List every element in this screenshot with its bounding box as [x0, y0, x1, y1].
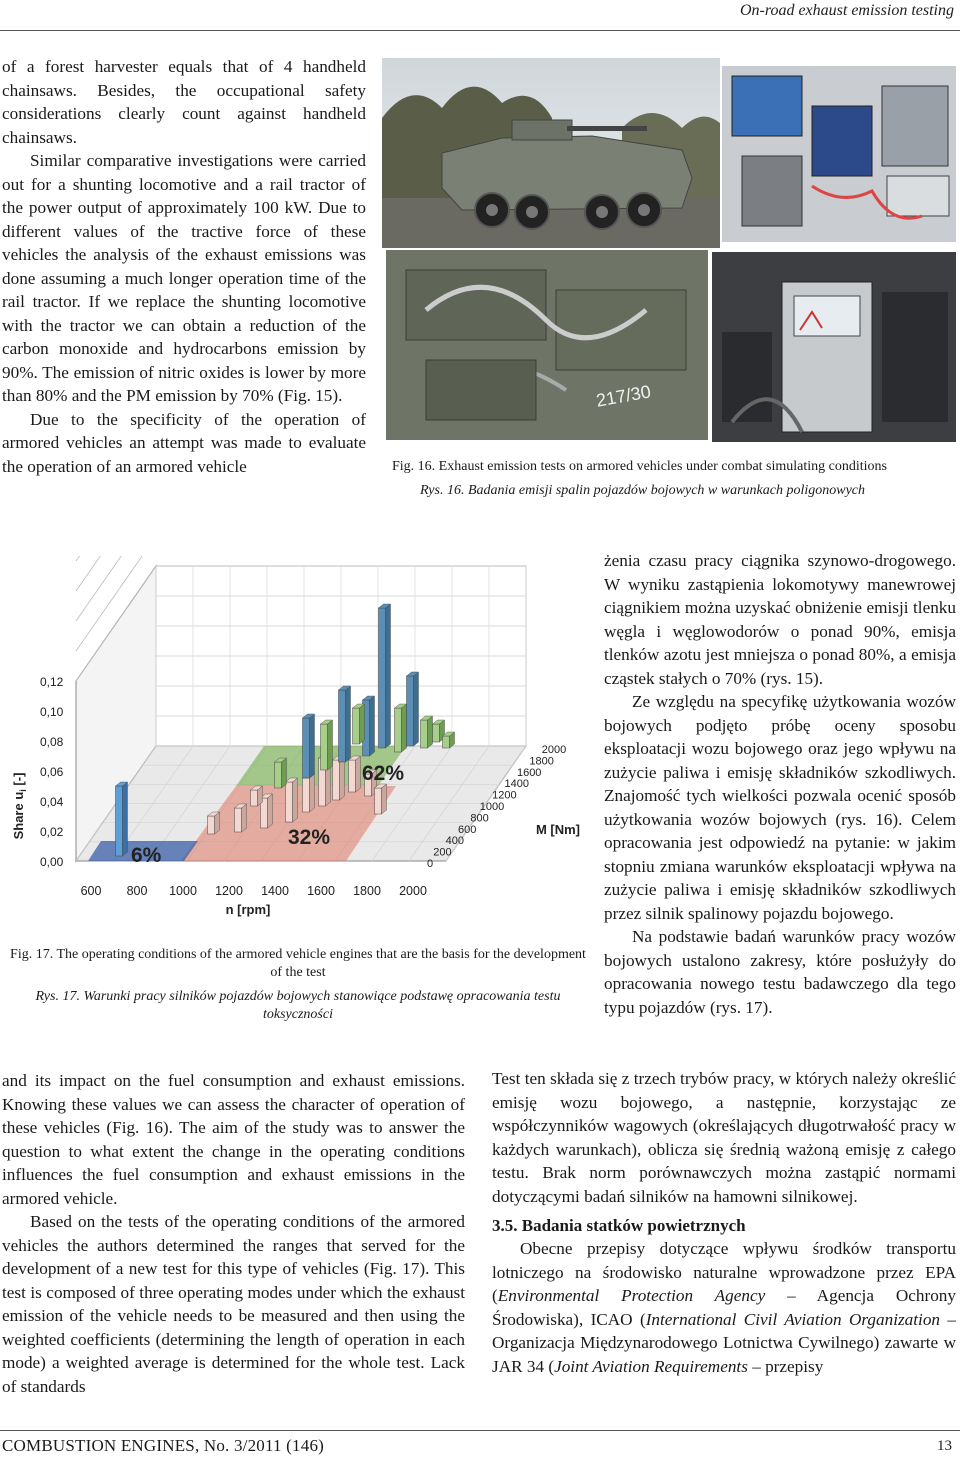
chart-bar	[433, 724, 440, 742]
chart-bar-side	[268, 794, 273, 828]
figure-caption-en: Fig. 16. Exhaust emission tests on armored vehicles under combat simulating conditions	[392, 459, 887, 474]
y-tick-label: 0,00	[40, 855, 64, 869]
x-tick-label: 2000	[399, 884, 427, 898]
y-axis-label: Share $u_i$ [-]	[11, 772, 28, 840]
chart-bar-side	[346, 686, 351, 762]
chart-bar	[395, 708, 402, 752]
chart-bar	[235, 808, 242, 832]
left-column-top	[2, 55, 366, 478]
y-tick-label: 0,06	[40, 765, 64, 779]
chart-bar	[286, 782, 293, 822]
chart-bar	[251, 790, 258, 806]
x-axis-label: n [rpm]	[225, 902, 271, 917]
left-column-bottom	[2, 1069, 465, 1398]
header-title: On-road exhaust emission testing	[739, 2, 954, 19]
chart-bar-side	[370, 696, 375, 756]
chart-bar	[353, 708, 360, 744]
paragraph: Due to the specificity of the operation of armored vehicles an attempt was made to evaluate the operation of an armored vehicle	[2, 409, 366, 476]
photo-vehicle-engine-deck	[386, 250, 708, 440]
chart-bar	[333, 760, 340, 800]
chart-bar-side	[328, 720, 333, 770]
paragraph: Similar comparative investigations were carried out for a shunting locomotive and a rail tractor of the power output of approximately 100 kW. Due to different values of the tractive force of these vehicles the analysis of the exhaust emissions was done assuming a much longer operation time of the rail tractor. If we replace the shunting locomotive with the tractor we can obtain a reduction of the carbon monoxide and hydrocarbons emission by 90%. The emission of nitric oxides is lower by more than 80% and the PM emission by 70% (Fig. 15).	[2, 151, 366, 405]
x-tick-label: 1600	[307, 884, 335, 898]
chart-bar-side	[123, 782, 128, 856]
chart-bar	[421, 720, 428, 748]
chart-bar-side	[293, 778, 298, 822]
photo-instruments-cabin	[722, 66, 956, 242]
footer-journal: COMBUSTION ENGINES, No. 3/2011 (146)	[2, 1436, 325, 1455]
chart-bar-side	[310, 774, 315, 812]
x-tick-label: 800	[126, 884, 148, 898]
chart-bar	[303, 778, 310, 812]
z-tick-label: 800	[470, 812, 489, 825]
y-tick-label: 0,10	[40, 705, 64, 719]
photo-armored-vehicle	[382, 58, 720, 248]
page-number: 13	[937, 1438, 952, 1454]
z-tick-label: 400	[445, 835, 464, 848]
chart-bar	[407, 676, 414, 746]
paragraph: Obecne przepisy dotyczące wpływu środków transportu lotniczego na środowisko naturalne wprowadzone przez EPA (Environmental Protection Agency – Agencja Ochrony Środowiska), ICAO (International Civil Aviation Organization – Organizacja Międzynarodowego Lotnictwa Cywilnego) zawarte w JAR 34 (Joint Aviation Requirements – przepisy	[492, 1239, 956, 1376]
region-label-green: 62%	[362, 762, 405, 785]
paragraph: żenia czasu pracy ciągnika szynowo-drogowego. W wyniku zastąpienia lokomotywy manewrowej ciągnikiem można uzyskać obniżenie emisji tlenku węgla i węglowodorów o ponad 90%, emisja tlenków azotu jest mniejsza o ponad 80%, a emisja cząstek stałych o 70% (rys. 15).	[604, 551, 956, 688]
paragraph: and its impact on the fuel consumption and exhaust emissions. Knowing these values we can assess the character of operation of these vehicles (Fig. 16). The aim of the study was to answer the question to what extent the change in the operating conditions influences the fuel consumption and exhaust emissions in the armored vehicle.	[2, 1071, 465, 1208]
z-tick-label: 600	[458, 823, 477, 836]
figure-17-captions	[10, 946, 586, 1024]
running-header	[0, 0, 960, 31]
right-column-upper	[604, 549, 956, 1019]
y-tick-label: 0,04	[40, 795, 64, 809]
figure-17-chart	[6, 556, 586, 936]
chart-3d-bar	[6, 556, 586, 936]
x-tick-label: 1800	[353, 884, 381, 898]
photo-analyzer-equipment	[712, 252, 956, 442]
paragraph: Based on the tests of the operating conditions of the armored vehicles the authors determined the ranges that served for the development of a new test for this type of vehicles (Fig. 17). This test is composed of three operating modes under which the exhaust emission of the vehicle needs to be measured and then using the weighted coefficients (determining the length of operation in each mode) a weighted average is determined for the whole test. Lack of standards	[2, 1212, 465, 1396]
chart-bar	[116, 786, 123, 856]
y-tick-label: 0,08	[40, 735, 64, 749]
chart-bar	[303, 718, 310, 778]
footer-rule	[0, 1430, 960, 1431]
chart-bar	[375, 788, 382, 814]
chart-bar	[349, 760, 356, 792]
grid-line	[76, 556, 156, 561]
chart-bar	[275, 762, 282, 788]
chart-bar	[443, 736, 450, 748]
z-tick-label: 2000	[541, 744, 567, 756]
paragraph: Na podstawie badań warunków pracy wozów bojowych ustalono zakresy, które posłużyły do opracowania nowego testu badawczego dla tego typu pojazdów (rys. 17).	[604, 927, 956, 1017]
figure-caption-en: Fig. 17. The operating conditions of the armored vehicle engines that are the basis for the development of the test	[10, 947, 586, 980]
z-tick-label: 1800	[529, 755, 554, 768]
chart-bar-side	[402, 704, 407, 752]
paragraph: of a forest harvester equals that of 4 handheld chainsaws. Besides, the occupational safety considerations clearly count against handheld chainsaws.	[2, 57, 366, 147]
region-label-red: 32%	[288, 826, 331, 849]
z-tick-label: 200	[433, 846, 452, 859]
chart-bar	[208, 816, 215, 834]
region-label-blue: 6%	[131, 844, 162, 867]
chart-bar-side	[242, 804, 247, 832]
chart-bar-side	[340, 756, 345, 800]
x-tick-label: 600	[80, 884, 102, 898]
figure-16-captions	[392, 458, 956, 500]
paragraph: Ze względu na specyfikę użytkowania wozów bojowych podjęto próbę oceny sposobu eksploatacji wozu bojowego oraz jego wpływu na zużycie paliwa i emisję składników szkodliwych. Znajomość tych wielkości pozwala ocenić sposób użytkowania wozów bojowych (rys. 16). Celem opracowania jest odpowiedź na pytanie: w jakim stopniu zmiana warunków eksploatacji wpływa na zużycie paliwa i emisję składników szkodliwych przez silnik spalinowy pojazdu bojowego.	[604, 692, 956, 923]
chart-bar-side	[356, 756, 361, 792]
chart-bar	[379, 608, 386, 748]
chart-bar-side	[382, 784, 387, 814]
y-tick-label: 0,02	[40, 825, 64, 839]
x-tick-label: 1000	[169, 884, 197, 898]
chart-bar-side	[310, 714, 315, 778]
chart-bar-side	[386, 604, 391, 748]
z-tick-label: 0	[426, 858, 434, 870]
chart-bar-side	[414, 672, 419, 746]
z-tick-label: 1600	[516, 766, 542, 779]
chart-bar	[339, 690, 346, 762]
x-tick-label: 1400	[261, 884, 289, 898]
x-tick-label: 1200	[215, 884, 243, 898]
z-tick-label: 1400	[504, 778, 530, 791]
z-axis-label: M [Nm]	[535, 822, 581, 837]
chart-bar-side	[282, 758, 287, 788]
figure-caption-pl: Rys. 16. Badania emisji spalin pojazdów bojowych w warunkach poligonowych	[420, 483, 865, 498]
z-tick-label: 1000	[479, 801, 505, 813]
z-tick-label: 1200	[492, 789, 517, 802]
paragraph: Test ten składa się z trzech trybów pracy, w których należy określić emisję wozu bojowego, a następnie, korzystając ze współczynników wagowych (określających długotrwałość pracy w każdych warunkach), oblicza się średnią ważoną emisję z całego testu. Brak norm porównawczych można zastąpić normami dotyczącymi badań silników na hamowni silnikowej.	[492, 1069, 956, 1206]
y-tick-label: 0,12	[40, 675, 64, 689]
chart-bar-side	[428, 716, 433, 748]
photo-marking: 217/30	[594, 381, 653, 411]
right-column-lower	[492, 1067, 956, 1378]
section-heading: 3.5. Badania statków powietrznych	[492, 1216, 746, 1235]
figure-caption-pl: Rys. 17. Warunki pracy silników pojazdów bojowych stanowiące podstawę opracowania testu toksyczności	[35, 989, 561, 1022]
chart-bar	[321, 724, 328, 770]
chart-bar-side	[360, 704, 365, 744]
